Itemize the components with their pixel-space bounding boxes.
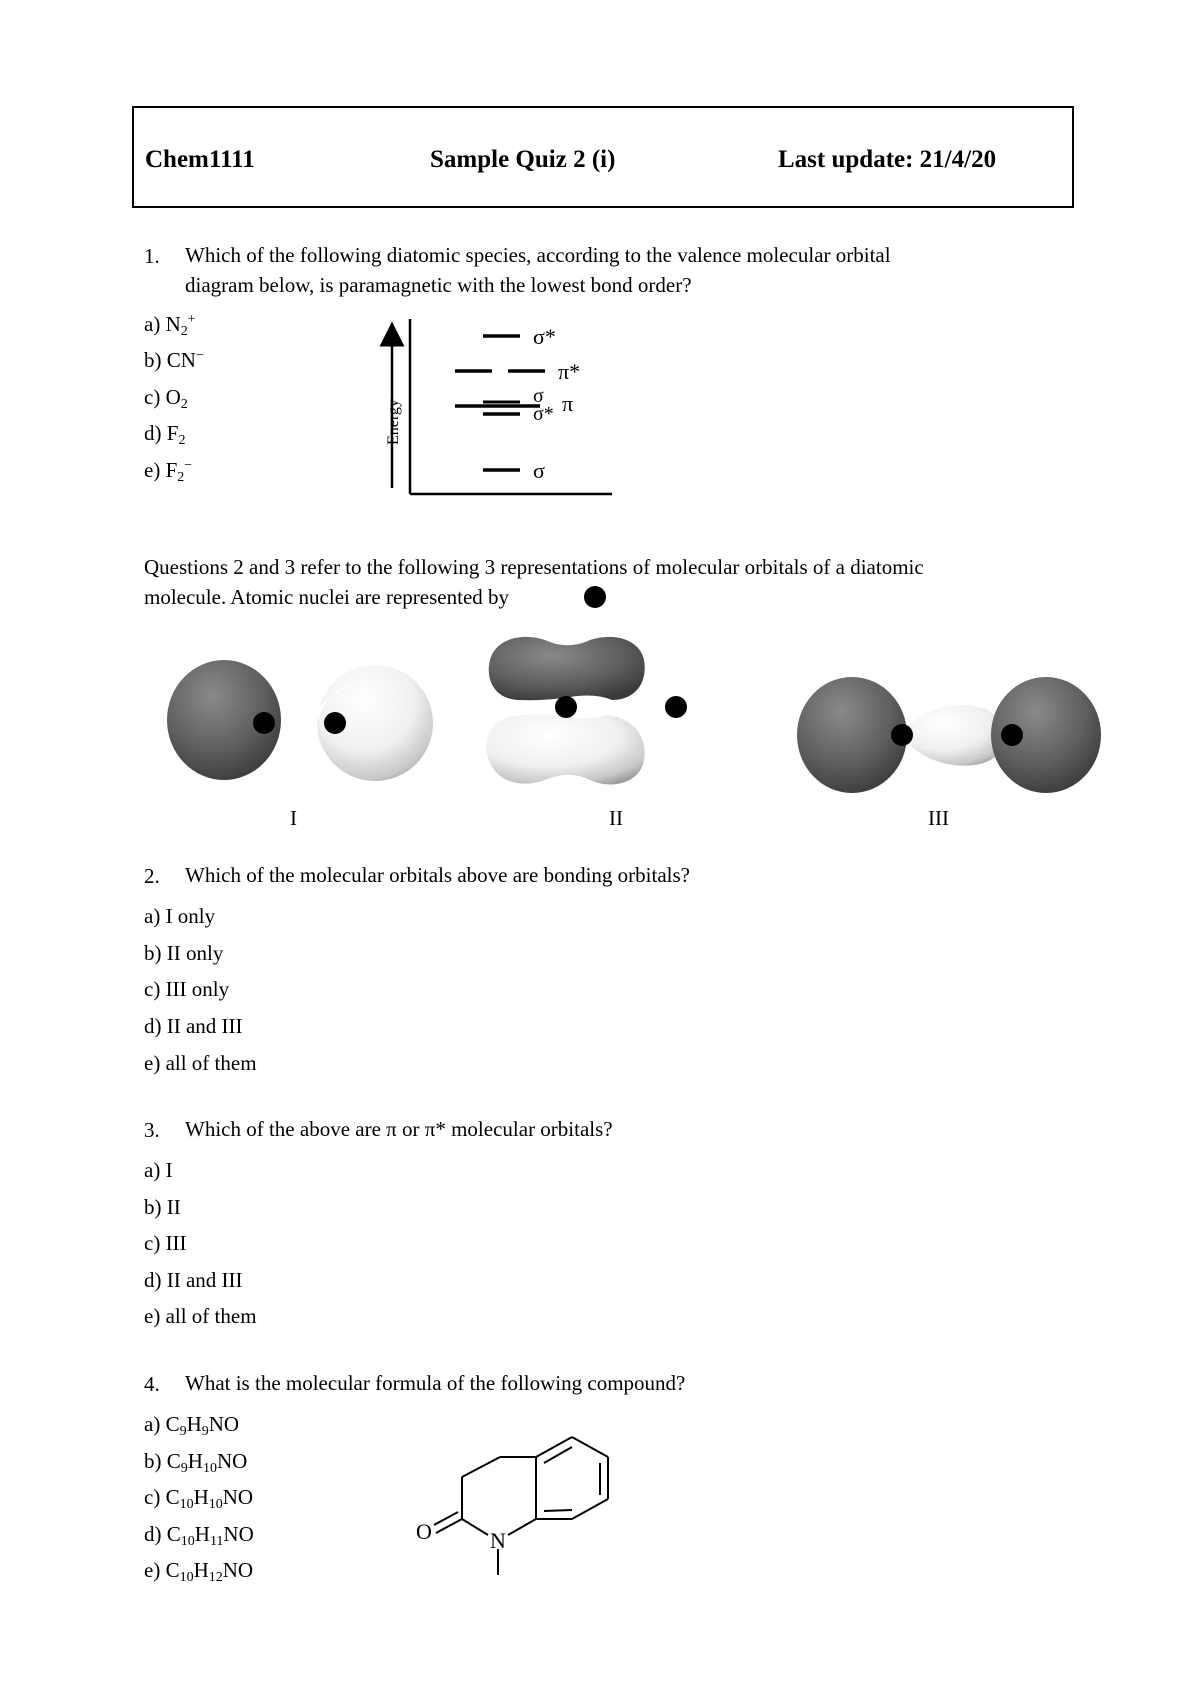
q1-text-line1: Which of the following diatomic species, according to the valence molecular orbital [185, 243, 891, 267]
opt-p0: C [166, 1449, 181, 1473]
opt-p4: NO [222, 1558, 254, 1582]
nucleus-dot [324, 712, 346, 734]
q1-option-c [144, 385, 188, 410]
opt-p2: H [193, 1558, 209, 1582]
opt-p3: 10 [202, 1461, 217, 1476]
q4-option-e [144, 1558, 253, 1583]
q3-number: 3. [144, 1118, 160, 1142]
opt-sub: 2 [180, 397, 188, 412]
orbital-label-I: I [290, 806, 297, 830]
opt-p2: H [186, 1412, 202, 1436]
q2-number: 2. [144, 864, 160, 888]
opt-sub: 2 [180, 324, 188, 339]
q1-text-line2: diagram below, is paramagnetic with the lowest bond order? [185, 273, 692, 297]
opt-p1: 9 [180, 1461, 188, 1476]
label-sigma-star-top: σ* [533, 324, 556, 349]
course-code: Chem1111 [145, 146, 255, 173]
q1-option-d [144, 421, 185, 446]
opt-p1: 10 [180, 1534, 195, 1549]
q2-option-e: e) all of them [144, 1051, 257, 1075]
opt-base: N [165, 312, 181, 336]
opt-p4: NO [216, 1449, 248, 1473]
opt-prefix: b) [144, 348, 167, 372]
q2-option-d: d) II and III [144, 1014, 243, 1038]
opt-p3: 9 [201, 1424, 209, 1439]
opt-sub: 2 [178, 433, 186, 448]
q1-option-a [144, 312, 196, 337]
opt-p0: C [165, 1558, 180, 1582]
opt-p1: 9 [179, 1424, 187, 1439]
atom-oxygen: O [416, 1519, 432, 1544]
label-pi-star: π* [558, 359, 581, 384]
label-sigma-star-2s: σ* [533, 403, 554, 425]
q4-option-a [144, 1412, 239, 1437]
intro23-line2: molecule. Atomic nuclei are represented by [144, 585, 510, 609]
nucleus-dot [555, 696, 577, 718]
orbital-label-II: II [609, 806, 623, 830]
opt-p1: 10 [179, 1497, 194, 1512]
last-update: Last update: 21/4/20 [778, 146, 997, 173]
opt-prefix: d) [144, 421, 167, 445]
q2-text: Which of the molecular orbitals above are bonding orbitals? [185, 863, 690, 887]
opt-base: F [165, 458, 178, 482]
q2-option-a: a) I only [144, 904, 216, 928]
q2-option-c: c) III only [144, 977, 230, 1001]
opt-p0: C [166, 1522, 181, 1546]
orbital-II [486, 637, 687, 785]
q2-option-b: b) II only [144, 941, 224, 965]
opt-p4: NO [208, 1412, 240, 1436]
q3-text: Which of the above are π or π* molecular orbitals? [185, 1117, 613, 1141]
opt-base: F [166, 421, 179, 445]
quiz-title: Sample Quiz 2 (i) [430, 146, 616, 173]
opt-prefix: a) [144, 312, 166, 336]
opt-p3: 11 [209, 1534, 224, 1549]
opt-prefix: a) [144, 1412, 166, 1436]
orbital-III-lobe-dark-left [797, 677, 907, 793]
compound-structure [400, 1425, 620, 1575]
structure-bonds [434, 1437, 608, 1575]
label-sigma-bottom: σ [533, 458, 545, 483]
label-sigma-2p: σ [533, 385, 544, 407]
opt-p2: H [187, 1449, 203, 1473]
q4-option-d [144, 1522, 254, 1547]
orbital-II-lobe-light [486, 714, 644, 784]
opt-prefix: e) [144, 458, 166, 482]
mo-energy-diagram [350, 310, 630, 505]
opt-p1: 10 [179, 1570, 194, 1585]
q1-option-e [144, 458, 192, 483]
label-pi: π [562, 391, 574, 416]
q4-option-b [144, 1449, 247, 1474]
atom-nitrogen: N [490, 1528, 506, 1553]
opt-sup: − [195, 348, 204, 363]
opt-p0: C [165, 1412, 180, 1436]
orbital-II-lobe-dark [489, 637, 645, 700]
nucleus-dot [253, 712, 275, 734]
nucleus-dot [891, 724, 913, 746]
opt-p2: H [194, 1522, 210, 1546]
q4-option-c [144, 1485, 253, 1510]
q3-option-d: d) II and III [144, 1268, 243, 1292]
nucleus-dot [665, 696, 687, 718]
energy-axis-label: Energy [385, 399, 402, 445]
opt-sub: 2 [177, 470, 185, 485]
opt-prefix: b) [144, 1449, 167, 1473]
orbital-I [167, 660, 433, 781]
opt-p0: C [165, 1485, 180, 1509]
q1-number: 1. [144, 244, 160, 268]
orbital-label-III: III [928, 806, 949, 830]
intro23-line1: Questions 2 and 3 refer to the following 3 representations of molecular orbitals of a diatomic [144, 555, 924, 579]
q3-option-c: c) III [144, 1231, 187, 1255]
opt-base: CN [166, 348, 196, 372]
opt-prefix: d) [144, 1522, 167, 1546]
orbital-images [150, 635, 1110, 835]
q3-option-e: e) all of them [144, 1304, 257, 1328]
orbital-III [797, 677, 1101, 793]
nucleus-legend-dot [584, 586, 606, 608]
q3-option-a: a) I [144, 1158, 173, 1182]
q4-text: What is the molecular formula of the following compound? [185, 1371, 686, 1395]
opt-prefix: e) [144, 1558, 166, 1582]
opt-p3: 10 [208, 1497, 223, 1512]
opt-p3: 12 [208, 1570, 223, 1585]
opt-p4: NO [223, 1522, 254, 1546]
q1-option-b [144, 348, 204, 373]
nucleus-dot [1001, 724, 1023, 746]
orbital-III-lobe-light [902, 705, 1006, 766]
opt-p4: NO [222, 1485, 254, 1509]
opt-sup: + [187, 312, 196, 327]
opt-prefix: c) [144, 385, 166, 409]
opt-sup: − [184, 458, 193, 473]
q3-option-b: b) II [144, 1195, 181, 1219]
q4-number: 4. [144, 1372, 160, 1396]
opt-base: O [165, 385, 181, 409]
opt-p2: H [193, 1485, 209, 1509]
opt-prefix: c) [144, 1485, 166, 1509]
